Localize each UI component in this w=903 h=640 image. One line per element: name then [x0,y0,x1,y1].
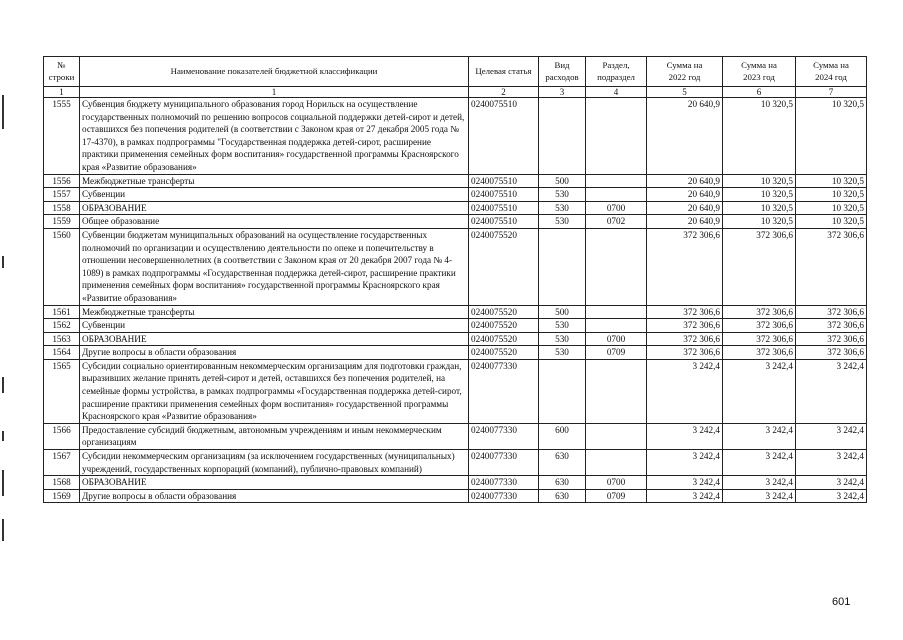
row-target-article: 0240077330 [469,423,539,449]
table-row [44,319,867,333]
row-section: 0702 [586,215,647,229]
row-sum-2024: 3 242,4 [796,489,867,503]
row-expense-type [539,98,586,175]
row-section [586,174,647,188]
row-expense-type: 530 [539,319,586,333]
row-sum-2022: 20 640,9 [647,98,723,175]
row-section [586,305,647,319]
table-row [44,489,867,503]
row-sum-2023: 3 242,4 [723,450,796,476]
row-expense-type: 500 [539,174,586,188]
row-number: 1558 [44,201,80,215]
column-number: 2 [469,87,539,98]
row-sum-2022: 3 242,4 [647,489,723,503]
row-target-article: 0240075520 [469,332,539,346]
row-number: 1557 [44,188,80,202]
page-number: 601 [832,596,851,608]
row-section [586,228,647,305]
row-name: Межбюджетные трансферты [80,174,469,188]
row-target-article: 0240075520 [469,228,539,305]
row-name: ОБРАЗОВАНИЕ [80,201,469,215]
row-name: ОБРАЗОВАНИЕ [80,476,469,490]
row-sum-2023: 3 242,4 [723,423,796,449]
table-row [44,346,867,360]
row-expense-type [539,359,586,423]
row-number: 1568 [44,476,80,490]
row-number: 1566 [44,423,80,449]
column-number: 1 [44,87,80,98]
row-number: 1561 [44,305,80,319]
header-sum-2023: Сумма на 2023 год [723,57,796,87]
row-expense-type: 530 [539,188,586,202]
row-sum-2024: 10 320,5 [796,188,867,202]
row-section: 0700 [586,201,647,215]
row-sum-2024: 10 320,5 [796,215,867,229]
row-section [586,450,647,476]
row-name: Предоставление субсидий бюджетным, автономным учреждениям и иным некоммерческим организациям [80,423,469,449]
row-name: Субсидии некоммерческим организациям (за исключением государственных (муниципальных) учреждений, государственных корпораций (компаний), публично-правовых компаний) [80,450,469,476]
row-name: Другие вопросы в области образования [80,346,469,360]
row-sum-2023: 3 242,4 [723,489,796,503]
row-target-article: 0240075510 [469,215,539,229]
column-number-row [44,87,867,98]
row-target-article: 0240077330 [469,489,539,503]
row-number: 1569 [44,489,80,503]
row-name: Субвенции [80,188,469,202]
row-number: 1567 [44,450,80,476]
row-sum-2024: 372 306,6 [796,319,867,333]
row-name: ОБРАЗОВАНИЕ [80,332,469,346]
row-section [586,319,647,333]
row-sum-2023: 10 320,5 [723,215,796,229]
row-sum-2022: 20 640,9 [647,174,723,188]
table-row [44,174,867,188]
table-row [44,215,867,229]
row-sum-2022: 372 306,6 [647,332,723,346]
row-expense-type: 530 [539,332,586,346]
row-expense-type: 630 [539,476,586,490]
row-sum-2022: 20 640,9 [647,215,723,229]
header-section: Раздел, подраздел [586,57,647,87]
row-sum-2022: 372 306,6 [647,305,723,319]
row-target-article: 0240075520 [469,346,539,360]
row-expense-type: 500 [539,305,586,319]
row-sum-2022: 3 242,4 [647,450,723,476]
row-number: 1555 [44,98,80,175]
row-target-article: 0240075520 [469,305,539,319]
table-row [44,98,867,175]
row-sum-2023: 10 320,5 [723,174,796,188]
row-sum-2022: 20 640,9 [647,201,723,215]
table-row [44,423,867,449]
row-sum-2022: 372 306,6 [647,228,723,305]
table-row [44,201,867,215]
row-name: Субвенции [80,319,469,333]
row-sum-2024: 10 320,5 [796,201,867,215]
row-section: 0700 [586,332,647,346]
column-number: 3 [539,87,586,98]
row-sum-2023: 372 306,6 [723,228,796,305]
row-name: Межбюджетные трансферты [80,305,469,319]
row-expense-type: 600 [539,423,586,449]
row-target-article: 0240075510 [469,98,539,175]
table-row [44,359,867,423]
row-sum-2022: 20 640,9 [647,188,723,202]
table-row [44,305,867,319]
header-target: Целевая статья [469,57,539,87]
row-expense-type: 630 [539,489,586,503]
row-name: Общее образование [80,215,469,229]
column-number: 7 [796,87,867,98]
budget-table [43,56,867,503]
row-sum-2023: 10 320,5 [723,201,796,215]
row-number: 1559 [44,215,80,229]
row-number: 1564 [44,346,80,360]
row-target-article: 0240075520 [469,319,539,333]
row-name: Субвенции бюджетам муниципальных образований на осуществление государственных полномочий по организации и осуществлению деятельности по опеке и попечительству в отношении несовершеннолетних (в соответствии с Законом края от 20 декабря 2007 года № 4-1089) в рамках подпрограммы «Государственная поддержка детей-сирот, расширение практики применения семейных форм воспитания» государственной программы Красноярского края «Развитие образования» [80,228,469,305]
table-row [44,450,867,476]
table-row [44,228,867,305]
column-number: 5 [647,87,723,98]
row-sum-2024: 3 242,4 [796,450,867,476]
row-expense-type: 530 [539,201,586,215]
row-target-article: 0240075510 [469,188,539,202]
column-number: 6 [723,87,796,98]
row-target-article: 0240077330 [469,450,539,476]
header-expense-type: Вид расходов [539,57,586,87]
row-sum-2023: 372 306,6 [723,305,796,319]
row-sum-2024: 10 320,5 [796,174,867,188]
column-number: 1 [80,87,469,98]
row-target-article: 0240075510 [469,174,539,188]
table-row [44,476,867,490]
row-sum-2022: 3 242,4 [647,359,723,423]
row-sum-2022: 3 242,4 [647,476,723,490]
row-number: 1556 [44,174,80,188]
row-sum-2023: 372 306,6 [723,346,796,360]
row-sum-2024: 372 306,6 [796,305,867,319]
row-sum-2024: 3 242,4 [796,476,867,490]
column-number: 4 [586,87,647,98]
table-row [44,332,867,346]
row-section: 0700 [586,476,647,490]
row-sum-2024: 372 306,6 [796,346,867,360]
row-sum-2024: 3 242,4 [796,423,867,449]
row-expense-type [539,228,586,305]
row-sum-2023: 3 242,4 [723,476,796,490]
row-sum-2023: 372 306,6 [723,319,796,333]
row-section [586,359,647,423]
row-sum-2023: 10 320,5 [723,98,796,175]
row-sum-2024: 10 320,5 [796,98,867,175]
row-section [586,98,647,175]
row-target-article: 0240075510 [469,201,539,215]
header-name: Наименование показателей бюджетной классификации [80,57,469,87]
row-section: 0709 [586,489,647,503]
header-row-no: № строки [44,57,80,87]
row-name: Другие вопросы в области образования [80,489,469,503]
row-sum-2022: 372 306,6 [647,319,723,333]
header-sum-2024: Сумма на 2024 год [796,57,867,87]
row-section [586,188,647,202]
row-number: 1565 [44,359,80,423]
row-sum-2024: 372 306,6 [796,332,867,346]
row-sum-2024: 3 242,4 [796,359,867,423]
row-expense-type: 530 [539,346,586,360]
row-name: Субсидии социально ориентированным некоммерческим организациям для подготовки граждан, выразивших желание принять детей-сирот и детей, оставшихся без попечения родителей, на семейные формы устройства, в рамках подпрограммы «Государственная поддержка детей-сирот, расширение практики применения семейных форм воспитания» государственной программы Красноярского края «Развитие образования» [80,359,469,423]
row-number: 1560 [44,228,80,305]
row-sum-2024: 372 306,6 [796,228,867,305]
row-name: Субвенция бюджету муниципального образования город Норильск на осуществление государственных полномочий по решению вопросов социальной поддержки детей-сирот и детей, оставшихся без попечения родителей (в соответствии с Законом края от 27 декабря 2005 года № 17-4370), в рамках подпрограммы "Государственная поддержка детей-сирот, расширение практики применения семейных форм воспитания» государственной программы Красноярского края «Развитие образования» [80,98,469,175]
row-sum-2022: 372 306,6 [647,346,723,360]
row-number: 1563 [44,332,80,346]
table-row [44,188,867,202]
row-expense-type: 630 [539,450,586,476]
row-expense-type: 530 [539,215,586,229]
row-sum-2022: 3 242,4 [647,423,723,449]
row-sum-2023: 10 320,5 [723,188,796,202]
row-sum-2023: 3 242,4 [723,359,796,423]
row-target-article: 0240077330 [469,476,539,490]
header-sum-2022: Сумма на 2022 год [647,57,723,87]
row-section: 0709 [586,346,647,360]
row-number: 1562 [44,319,80,333]
row-section [586,423,647,449]
table-header-row [44,57,867,87]
row-target-article: 0240077330 [469,359,539,423]
scan-margin-marks [2,0,6,640]
row-sum-2023: 372 306,6 [723,332,796,346]
